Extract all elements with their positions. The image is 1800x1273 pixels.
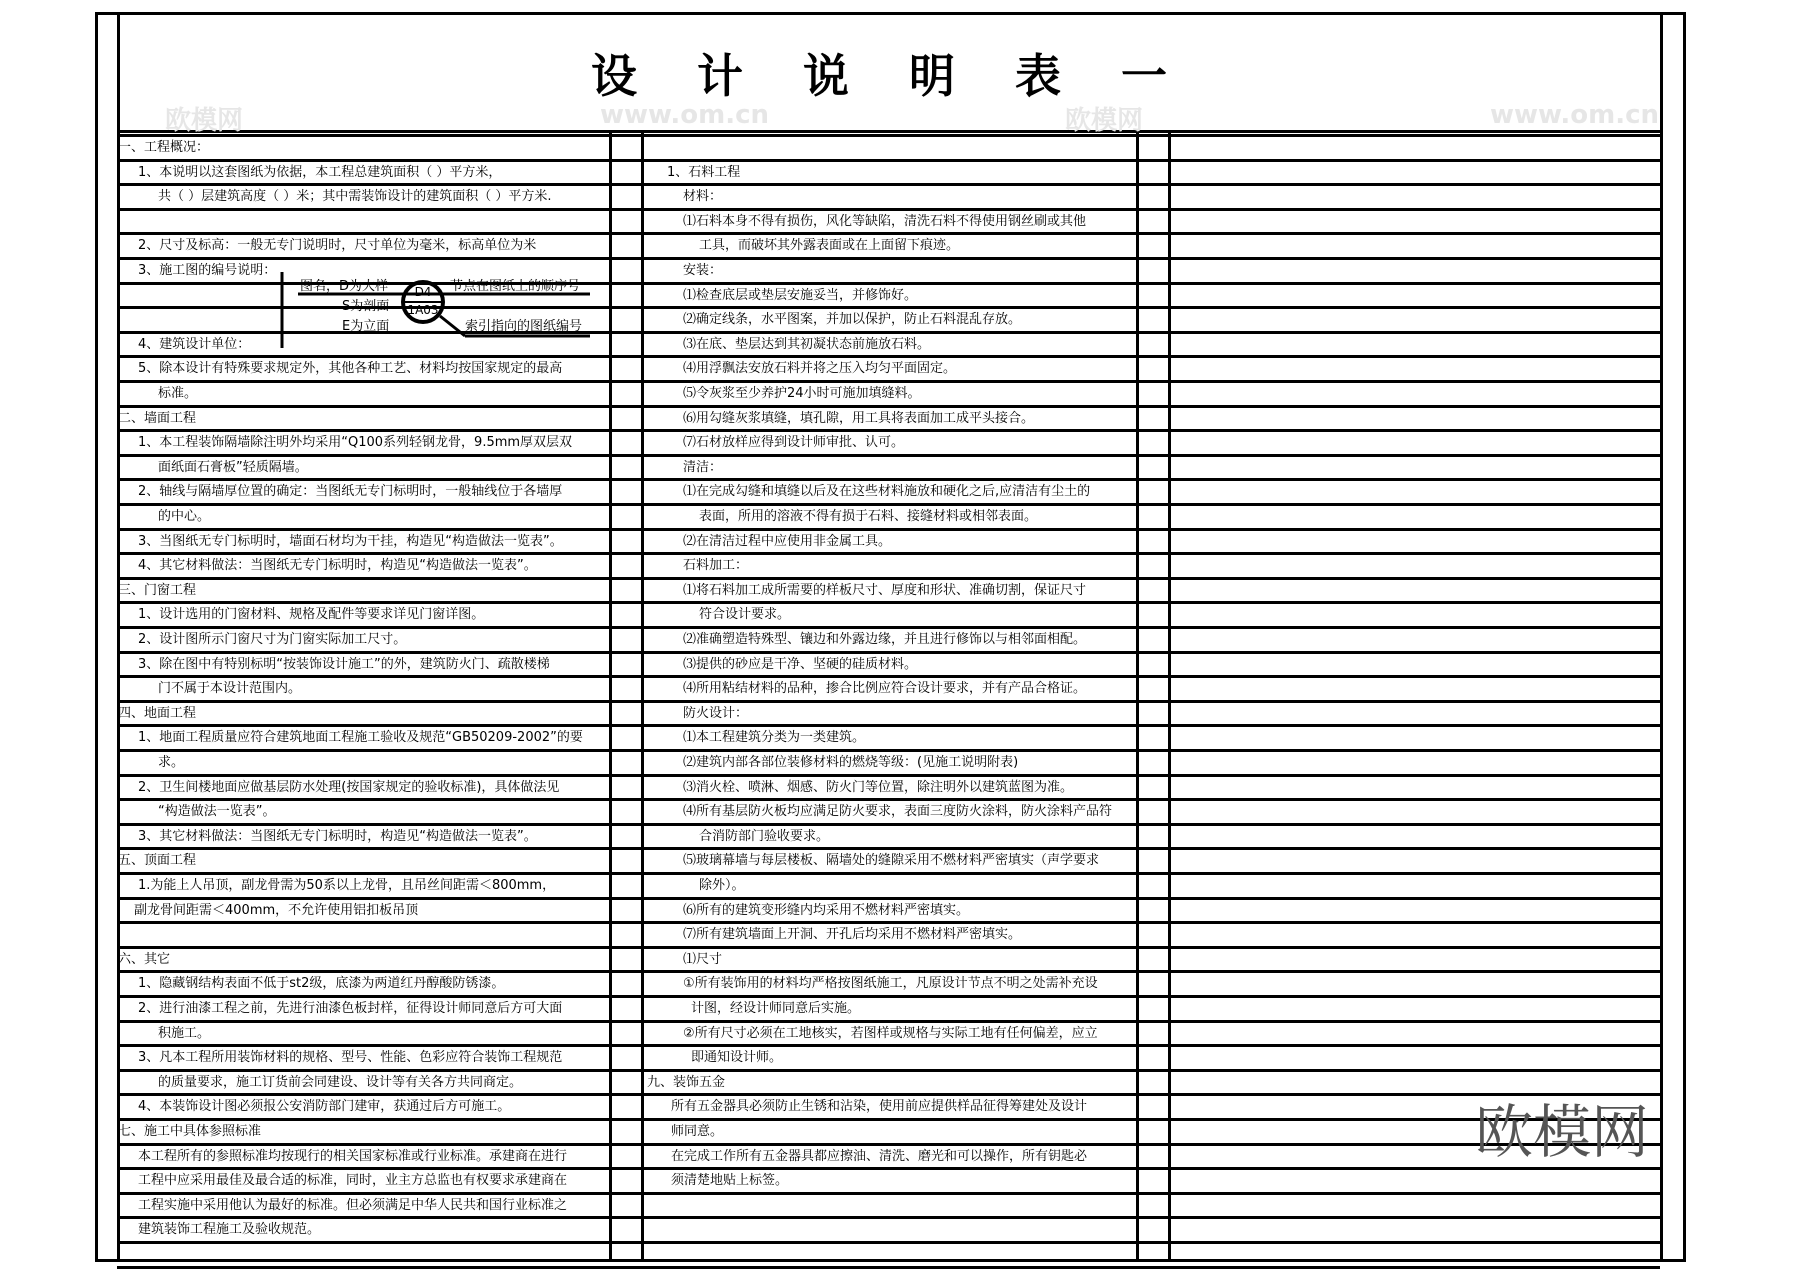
left-row-text: 3、其它材料做法：当图纸无专门标明时，构造见“构造做法一览表”。	[138, 829, 537, 844]
right-row-text: 工具，而破坏其外露表面或在上面留下痕迹。	[699, 238, 960, 253]
brand-watermark: 欧模网	[1475, 1098, 1650, 1166]
left-row-text: 七、施工中具体参照标准	[118, 1124, 262, 1139]
left-row-text: 3、除在图中有特别标明“按装饰设计施工”的外，建筑防火门、疏散楼梯	[138, 657, 550, 672]
left-row-text: 2、尺寸及标高：一般无专门说明时，尺寸单位为毫米，标高单位为米	[138, 238, 537, 253]
right-row-text: ⑺石材放样应得到设计师审批、认可。	[683, 435, 905, 450]
right-row-text: ⑺所有建筑墙面上开洞、开孔后均采用不燃材料严密填实。	[683, 927, 1022, 942]
left-row-text: 2、设计图所示门窗尺寸为门窗实际加工尺寸。	[138, 632, 407, 647]
callout-order-label: 节点在图纸上的顺序号	[450, 279, 581, 294]
right-row-text: ⑴在完成勾缝和填缝以后及在这些材料施放和硬化之后,应清洁有尘土的	[683, 484, 1091, 499]
right-row-text: ①所有装饰用的材料均严格按图纸施工，凡原设计节点不明之处需补充设	[683, 976, 1098, 991]
left-row-text: 1、设计选用的门窗材料、规格及配件等要求详见门窗详图。	[138, 607, 485, 622]
left-row-text: 二、墙面工程	[118, 411, 197, 426]
left-row-text: “构造做法一览表”。	[158, 804, 276, 819]
left-row-text: 1、隐藏钢结构表面不低于st2级，底漆为两道红丹醇酸防锈漆。	[138, 976, 505, 991]
left-row-text: 的中心。	[158, 509, 211, 524]
right-row-text: ⑶提供的砂应是干净、坚硬的硅质材料。	[683, 657, 918, 672]
right-row-text: 九、装饰五金	[647, 1075, 726, 1090]
left-row-text: 本工程所有的参照标准均按现行的相关国家标准或行业标准。承建商在进行	[138, 1149, 568, 1164]
right-row-text: ⑷所用粘结材料的品种，掺合比例应符合设计要求，并有产品合格证。	[683, 681, 1087, 696]
right-row-text: 1、石料工程	[667, 165, 741, 180]
right-row-text: 在完成工作所有五金器具都应擦油、清洗、磨光和可以操作，所有钥匙必	[671, 1149, 1088, 1164]
left-row-text: 门不属于本设计范围内。	[158, 681, 302, 696]
right-row-text: 除外）。	[699, 878, 745, 893]
page-title: 设 计 说 明 表 一	[590, 49, 1190, 103]
right-row-text: ⑵确定线条，水平图案，并加以保护，防止石料混乱存放。	[683, 312, 1022, 327]
right-row-text: 材料：	[683, 189, 723, 204]
index-sheet-number: 1A03	[407, 303, 439, 317]
right-row-text: ⑹所有的建筑变形缝内均采用不燃材料严密填实。	[683, 903, 970, 918]
right-row-text: ⑴将石料加工成所需要的样板尺寸、厚度和形状、准确切割，保证尺寸	[683, 583, 1087, 598]
watermark: www.om.cn	[600, 100, 770, 130]
right-row-text: ⑹用勾缝灰浆填缝，填孔隙，用工具将表面加工成平头接合。	[683, 411, 1035, 426]
left-row-text: 4、其它材料做法：当图纸无专门标明时，构造见“构造做法一览表”。	[138, 558, 537, 573]
right-row-text: ⑶在底、垫层达到其初凝状态前施放石料。	[683, 337, 931, 352]
right-row-text: ⑸玻璃幕墙与每层楼板、隔墙处的缝隙采用不燃材料严密填实（声学要求	[683, 853, 1100, 868]
left-row-text: 3、凡本工程所用装饰材料的规格、型号、性能、色彩应符合装饰工程规范	[138, 1050, 563, 1065]
right-row-text: 清洁：	[683, 460, 723, 475]
left-row-text: 三、门窗工程	[118, 583, 197, 598]
left-row-text: 工程实施中采用他认为最好的标准。但必须满足中华人民共和国行业标准之	[138, 1198, 568, 1213]
right-row-text: 合消防部门验收要求。	[699, 829, 830, 844]
callout-sheet-ref-label: 索引指向的图纸编号	[465, 319, 583, 334]
left-row-text: 面纸面石膏板”轻质隔墙。	[158, 460, 308, 475]
callout-section-label: S为剖面	[342, 299, 390, 314]
left-row-text: 1、地面工程质量应符合建筑地面工程施工验收及规范“GB50209-2002”的要	[138, 730, 583, 745]
left-row-text: 3、当图纸无专门标明时，墙面石材均为干挂，构造见“构造做法一览表”。	[138, 534, 563, 549]
right-row-text: ⑷所有基层防火板均应满足防火要求，表面三度防火涂料，防火涂料产品符	[683, 804, 1113, 819]
left-row-text: 2、进行油漆工程之前，先进行油漆色板封样，征得设计师同意后方可大面	[138, 1001, 563, 1016]
right-row-text: 所有五金器具必须防止生锈和沾染，使用前应提供样品征得筹建处及设计	[671, 1099, 1088, 1114]
right-row-text: ⑴石料本身不得有损伤，风化等缺陷，清洗石料不得使用钢丝刷或其他	[683, 214, 1087, 229]
left-row-text: 共（ ）层建筑高度（ ）米；其中需装饰设计的建筑面积（ ）平方米.	[158, 189, 552, 204]
left-row-text: 建筑装饰工程施工及验收规范。	[138, 1222, 321, 1237]
watermark: 欧模网	[165, 106, 244, 136]
callout-elevation-label: E为立面	[342, 319, 390, 334]
left-row-text: 2、卫生间楼地面应做基层防水处理(按国家规定的验收标准)，具体做法见	[138, 780, 560, 795]
left-row-text: 1.为能上人吊顶，副龙骨需为50系以上龙骨，且吊丝间距需＜800mm，	[138, 878, 556, 893]
callout-name-label: 图名，D为大样	[300, 279, 389, 294]
left-row-text: 六、其它	[118, 952, 171, 967]
left-row-text: 4、建筑设计单位：	[138, 337, 251, 352]
left-row-text: 一、工程概况：	[118, 140, 210, 155]
left-row-text: 工程中应采用最佳及最合适的标准，同时，业主方总监也有权要求承建商在	[138, 1173, 568, 1188]
index-detail-number: D4	[414, 285, 432, 299]
right-row-text: ⑵在清洁过程中应使用非金属工具。	[683, 534, 892, 549]
right-row-text: ⑷用浮飘法安放石料并将之压入均匀平面固定。	[683, 361, 957, 376]
left-row-text: 副龙骨间距需＜400mm，不允许使用铝扣板吊顶	[134, 903, 419, 918]
left-row-text: 1、本工程装饰隔墙除注明外均采用“Q100系列轻钢龙骨，9.5mm厚双层双	[138, 435, 573, 450]
right-row-text: 须清楚地贴上标签。	[671, 1173, 789, 1188]
left-row-text: 标准。	[158, 386, 198, 401]
left-row-text: 5、除本设计有特殊要求规定外，其他各种工艺、材料均按国家规定的最高	[138, 361, 563, 376]
left-row-text: 五、顶面工程	[118, 853, 197, 868]
left-row-text: 积施工。	[158, 1026, 211, 1041]
left-row-text: 求。	[158, 755, 185, 770]
left-row-text: 3、施工图的编号说明：	[138, 263, 277, 278]
right-row-text: ⑴本工程建筑分类为一类建筑。	[683, 730, 866, 745]
callout-diagonal-leader	[440, 316, 465, 336]
left-row-text: 的质量要求，施工订货前会同建设、设计等有关各方共同商定。	[158, 1075, 523, 1090]
right-row-text: ⑴尺寸	[683, 952, 723, 967]
right-row-text: ⑸令灰浆至少养护24小时可施加填缝料。	[683, 386, 921, 401]
right-row-text: 安装：	[683, 263, 723, 278]
right-row-text: 防火设计：	[683, 706, 749, 721]
right-row-text: 即通知设计师。	[691, 1050, 783, 1065]
right-row-text: 计图，经设计师同意后实施。	[691, 1001, 861, 1016]
left-row-text: 4、本装饰设计图必须报公安消防部门建审，获通过后方可施工。	[138, 1099, 511, 1114]
right-row-text: 师同意。	[671, 1124, 724, 1139]
right-row-text: 表面，所用的溶液不得有损于石料、接缝材料或相邻表面。	[699, 509, 1038, 524]
watermark: www.om.cn	[1490, 100, 1660, 130]
right-row-text: ②所有尺寸必须在工地核实，若图样或规格与实际工地有任何偏差，应立	[683, 1026, 1098, 1041]
right-row-text: ⑶消火栓、喷淋、烟感、防火门等位置，除注明外以建筑蓝图为准。	[683, 780, 1074, 795]
left-row-text: 1、本说明以这套图纸为依据，本工程总建筑面积（ ）平方米，	[138, 165, 502, 180]
right-row-text: 石料加工：	[683, 558, 749, 573]
right-row-text: ⑴检查底层或垫层安施妥当，并修饰好。	[683, 288, 918, 303]
watermark: 欧模网	[1065, 106, 1144, 136]
right-row-text: 符合设计要求。	[699, 607, 791, 622]
left-row-text: 2、轴线与隔墙厚位置的确定：当图纸无专门标明时，一般轴线位于各墙厚	[138, 484, 563, 499]
right-row-text: ⑵建筑内部各部位装修材料的燃烧等级：(见施工说明附表)	[683, 755, 1019, 770]
left-row-text: 四、地面工程	[118, 706, 197, 721]
right-row-text: ⑵准确塑造特殊型、镶边和外露边缘，并且进行修饰以与相邻面相配。	[683, 632, 1087, 647]
